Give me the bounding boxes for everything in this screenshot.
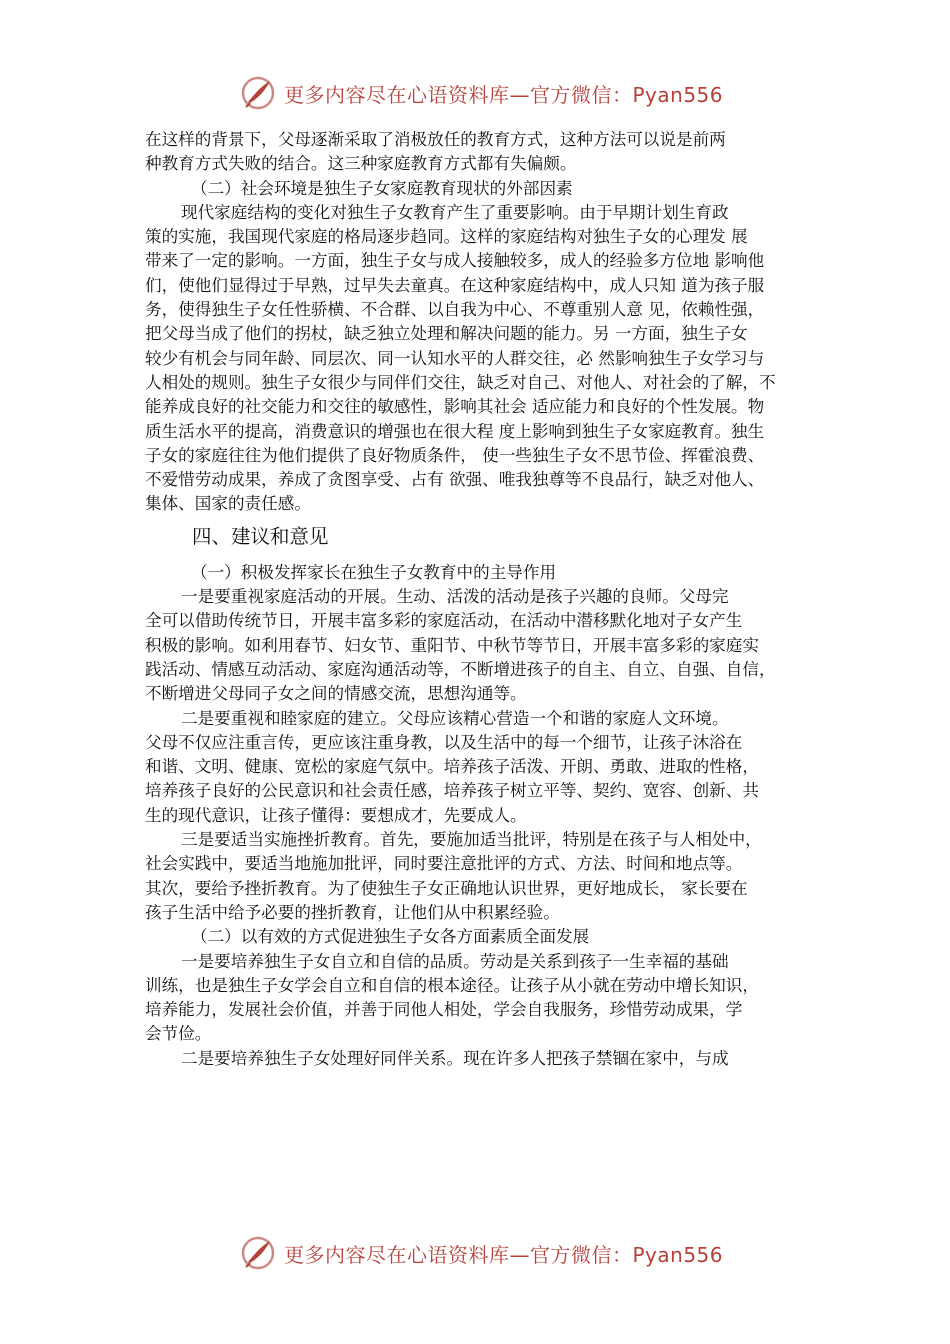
banner-text: 更多内容尽在心语资料库—官方微信：Pyan556	[284, 82, 724, 107]
feather-logo-icon	[240, 75, 276, 111]
text-line: 集体、国家的责任感。	[145, 494, 311, 514]
text-line: 父母不仅应注重言传，更应该注重身教，以及生活中的每一个细节，让孩子沐浴在	[145, 732, 743, 752]
text-line: 生的现代意识，让孩子懂得：要想成才，先要成人。	[145, 805, 527, 825]
text-line: （一）积极发挥家长在独生子女教育中的主导作用	[191, 562, 557, 582]
text-line: 会节俭。	[145, 1024, 212, 1044]
text-line: 不断增进父母同子女之间的情感交流，思想沟通等。	[145, 684, 527, 704]
text-line: 较少有机会与同年龄、同层次、同一认知水平的人群交往，必 然影响独生子女学习与	[145, 348, 765, 368]
text-line: 和谐、文明、健康、宽松的家庭气氛中。培养孩子活泼、开朗、勇敢、进取的性格，	[145, 757, 759, 777]
text-line: 策的实施，我国现代家庭的格局逐步趋同。这样的家庭结构对独生子女的心理发 展	[145, 227, 748, 247]
text-line: 质生活水平的提高，消费意识的增强也在很大程 度上影响到独生子女家庭教育。独生	[145, 421, 765, 441]
feather-logo-icon	[240, 1235, 276, 1271]
document-body	[145, 128, 845, 1071]
text-line: 一是要重视家庭活动的开展。生动、活泼的活动是孩子兴趣的良师。父母完	[181, 587, 729, 607]
text-line: 子女的家庭往往为他们提供了良好物质条件， 使一些独生子女不思节俭、挥霍浪费、	[145, 445, 765, 465]
header-banner	[240, 73, 760, 113]
banner-text: 更多内容尽在心语资料库—官方微信：Pyan556	[284, 1242, 724, 1267]
footer-banner	[240, 1233, 760, 1273]
text-line: 二是要重视和睦家庭的建立。父母应该精心营造一个和谐的家庭人文环境。	[181, 708, 729, 728]
text-line: 把父母当成了他们的拐杖，缺乏独立处理和解决问题的能力。另 一方面，独生子女	[145, 324, 748, 344]
section-heading: 四、建议和意见	[192, 524, 329, 548]
text-line: 在这样的背景下，父母逐渐采取了消极放任的教育方式，这种方法可以说是前两	[145, 130, 726, 149]
text-line: 们，使他们显得过于早熟，过早失去童真。在这种家庭结构中，成人只知 道为孩子服	[145, 275, 765, 295]
text-line: 人相处的规则。独生子女很少与同伴们交往，缺乏对自己、对他人、对社会的了解，不	[145, 372, 776, 392]
text-line: 能养成良好的社交能力和交往的敏感性，影响其社会 适应能力和良好的个性发展。物	[145, 397, 765, 417]
text-line: 不爱惜劳动成果，养成了贪图享受、占有 欲强、唯我独尊等不良品行，缺乏对他人、	[145, 470, 765, 490]
text-line: （二）以有效的方式促进独生子女各方面素质全面发展	[191, 927, 590, 947]
paragraph-block-a	[145, 128, 845, 517]
text-line: 培养能力，发展社会价值，并善于同他人相处，学会自我服务，珍惜劳动成果，学	[145, 1000, 743, 1020]
text-line: 培养孩子良好的公民意识和社会责任感，培养孩子树立平等、契约、宽容、创新、共	[145, 781, 759, 801]
text-line: 务，使得独生子女任性骄横、不合群、以自我为中心、不尊重别人意 见，依赖性强，	[145, 300, 765, 320]
text-line: 三是要适当实施挫折教育。首先，要施加适当批评，特别是在孩子与人相处中，	[181, 830, 762, 850]
text-line: 一是要培养独生子女自立和自信的品质。劳动是关系到孩子一生幸福的基础	[181, 951, 729, 971]
text-line: 社会实践中，要适当地施加批评，同时要注意批评的方式、方法、时间和地点等。	[145, 854, 743, 874]
text-line: 带来了一定的影响。一方面，独生子女与成人接触较多，成人的经验多方位地 影响他	[145, 251, 765, 271]
text-line: 践活动、情感互动活动、家庭沟通活动等，不断增进孩子的自主、自立、自强、自信，	[145, 659, 776, 679]
text-line: 现代家庭结构的变化对独生子女教育产生了重要影响。由于早期计划生育政	[181, 202, 729, 222]
text-line: 其次，要给予挫折教育。为了使独生子女正确地认识世界，更好地成长， 家长要在	[145, 878, 748, 898]
text-line: 训练，也是独生子女学会自立和自信的根本途径。让孩子从小就在劳动中增长知识，	[145, 975, 759, 995]
text-line: 二是要培养独生子女处理好同伴关系。现在许多人把孩子禁锢在家中，与成	[181, 1048, 729, 1068]
text-line: （二）社会环境是独生子女家庭教育现状的外部因素	[191, 178, 573, 198]
text-line: 积极的影响。如利用春节、妇女节、重阳节、中秋节等节日，开展丰富多彩的家庭实	[145, 635, 759, 655]
paragraph-block-b	[145, 561, 845, 1071]
text-line: 全可以借助传统节日，开展丰富多彩的家庭活动，在活动中潜移默化地对子女产生	[145, 611, 743, 631]
text-line: 种教育方式失败的结合。这三种家庭教育方式都有失偏颇。	[145, 154, 577, 174]
text-line: 孩子生活中给予必要的挫折教育，让他们从中积累经验。	[145, 902, 560, 922]
